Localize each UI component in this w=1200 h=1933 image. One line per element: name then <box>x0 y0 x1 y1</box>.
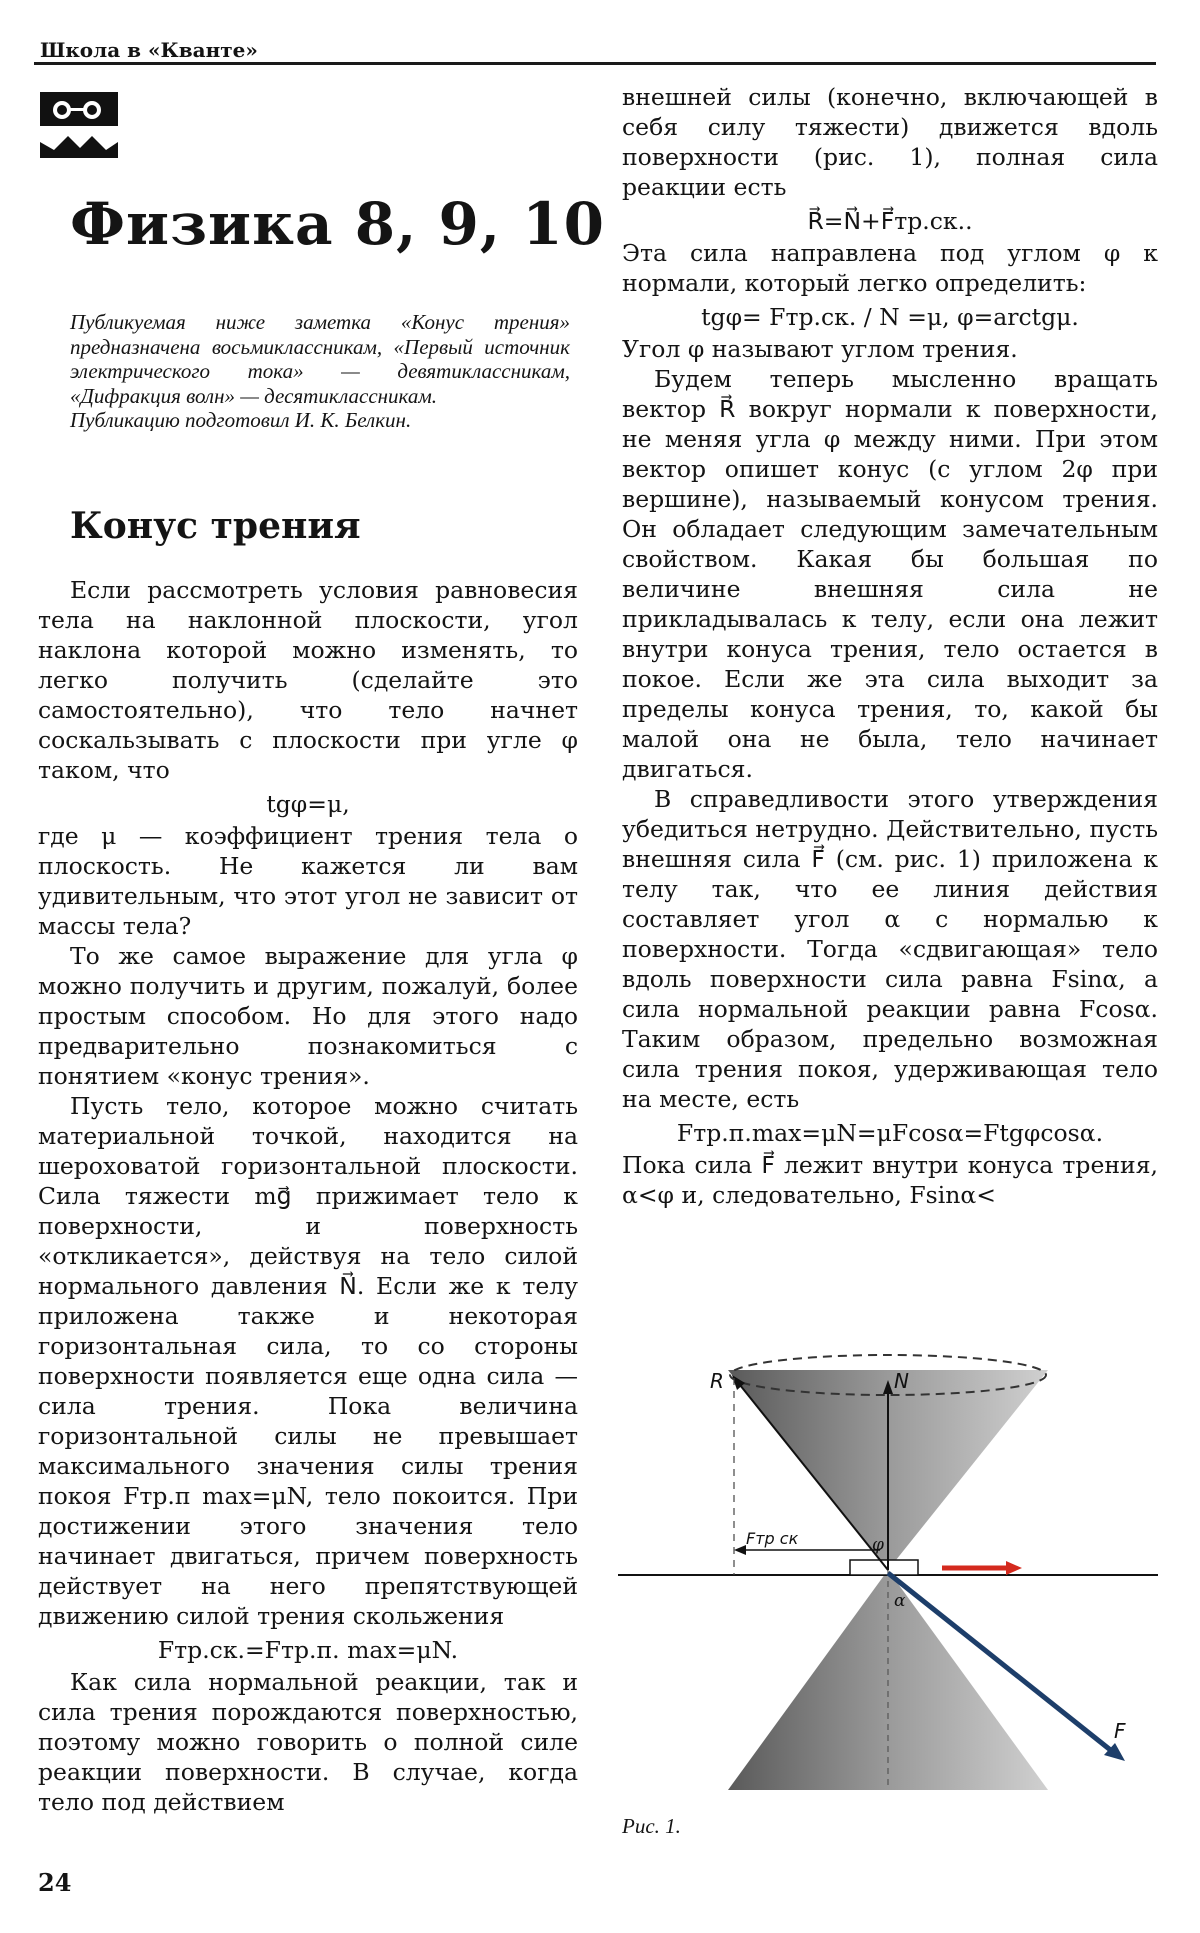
figure-caption: Рис. 1. <box>622 1814 681 1838</box>
paragraph: Угол φ называют углом трения. <box>622 335 1018 363</box>
paragraph: Если рассмотреть условия равновесия тела на наклонной плоскости, угол наклона которой можно изменять, то легко получить (сделайте это самостоятельно), что тело начнет соскальзывать с плоскости при угле φ таком, что <box>38 576 578 784</box>
intro-credit: Публикацию подготовил И. К. Белкин. <box>70 408 412 432</box>
label-N: N <box>894 1369 909 1393</box>
glasses-logo-icon <box>40 92 120 162</box>
intro-text: Публикуемая ниже заметка «Конус трения» предназначена восьмиклассникам, «Первый источник электрического тока» — девятиклассникам, «Дифракция волн» — десятиклассникам. <box>70 310 570 408</box>
intro-note <box>70 310 570 433</box>
section-header: Школа в «Кванте» <box>40 38 258 62</box>
right-column <box>622 82 1158 1210</box>
formula: tgφ= Fтр.ск. / N =μ, φ=arctgμ. <box>701 303 1079 331</box>
label-F: F <box>1114 1719 1126 1743</box>
friction-arrowhead <box>734 1545 746 1555</box>
body-block <box>850 1560 918 1575</box>
paragraph: Будем теперь мысленно вращать вектор R⃗ вокруг нормали к поверхности, не меняя угла φ между ними. При этом вектор опишет конус (с углом 2φ при вершине), называемый конусом трения. Он обладает следующим замечательным свойством. Какая бы большая по величине внешняя сила не прикладывалась к телу, если она лежит внутри конуса трения, тело остается в покое. Если же эта сила выходит за пределы конуса трения, то, какой бы малой она не была, тело начинает двигаться. <box>622 365 1158 783</box>
paragraph: В справедливости этого утверждения убедиться нетрудно. Действительно, пусть внешняя сила F⃗ (см. рис. 1) приложена к телу так, что ее линия действия составляет угол α с нормалью к поверхности. Тогда «сдвигающая» тело вдоль поверхности сила равна Fsinα, а сила нормальной реакции равна Fcosα. Таким образом, предельно возможная сила трения покоя, удерживающая тело на месте, есть <box>622 785 1158 1113</box>
paragraph: Как сила нормальной реакции, так и сила трения порождаются поверхностью, поэтому можно говорить о полной силе реакции поверхности. В случае, когда тело под действием <box>38 1668 578 1816</box>
label-phi: φ <box>872 1535 884 1555</box>
left-column <box>38 575 578 1817</box>
friction-cone-figure <box>618 1330 1158 1810</box>
paragraph: где μ — коэффициент трения тела о плоскость. Не кажется ли вам удивительным, что этот угол не зависит от массы тела? <box>38 822 578 940</box>
paragraph: Эта сила направлена под углом φ к нормали, который легко определить: <box>622 239 1158 297</box>
label-alpha: α <box>894 1591 906 1611</box>
formula: R⃗=N⃗+F⃗тр.ск.. <box>807 207 973 235</box>
motion-arrowhead <box>1006 1561 1022 1575</box>
article-title: Конус трения <box>70 505 361 547</box>
formula: Fтр.ск.=Fтр.п. max=μN. <box>157 1636 459 1664</box>
paragraph: Пусть тело, которое можно считать материальной точкой, находится на шероховатой горизонтальной плоскости. Сила тяжести mg⃗ прижимает тело к поверхности, и поверхность «откликается», действуя на тело силой нормального давления N⃗. Если же к телу приложена также и некоторая горизонтальная сила, то со стороны поверхности появляется еще одна сила — сила трения. Пока величина горизонтальной силы не превышает максимального значения силы трения покоя Fтр.п max=μN, тело покоится. При достижении этого значения тело начинает двигаться, причем поверхность действует на него препятствующей движению силой трения скольжения <box>38 1092 578 1630</box>
page-title: Физика 8, 9, 10 <box>70 190 605 258</box>
paragraph: внешней силы (конечно, включающей в себя силу тяжести) движется вдоль поверхности (рис. 1), полная сила реакции есть <box>622 83 1158 201</box>
header-rule <box>34 62 1156 65</box>
formula: tgφ=μ, <box>266 790 350 818</box>
formula: Fтр.п.max=μN=μFcosα=Ftgφcosα. <box>676 1119 1104 1147</box>
paragraph: То же самое выражение для угла φ можно получить и другим, пожалуй, более простым способом. Но для этого надо предварительно познакомиться с понятием «конус трения». <box>38 942 578 1090</box>
label-Ftr: Fтр ск <box>746 1529 799 1548</box>
label-R: R <box>710 1369 724 1393</box>
page-number: 24 <box>38 1868 72 1897</box>
paragraph: Пока сила F⃗ лежит внутри конуса трения, α<φ и, следовательно, Fsinα< <box>622 1151 1158 1209</box>
